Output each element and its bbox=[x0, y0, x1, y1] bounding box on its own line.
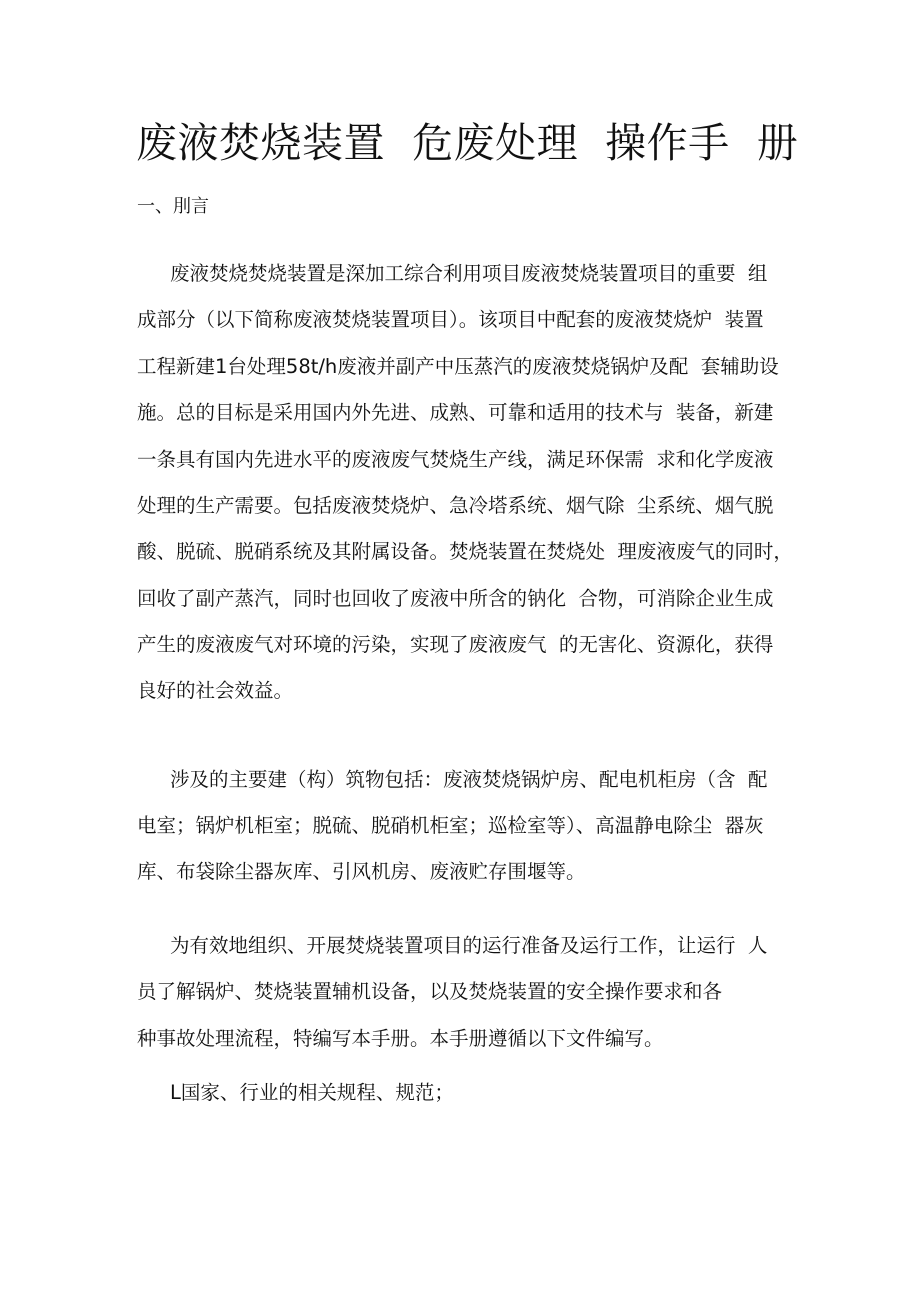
section-heading-preface: 一、刖言 bbox=[137, 196, 209, 217]
paragraph-line: 产生的废液废气对环境的污染，实现了废液废气 的无害化、资源化，获得 bbox=[137, 633, 774, 656]
paragraph-line: 为有效地组织、开展焚烧装置项目的运行准备及运行工作，让运行 人 bbox=[170, 934, 768, 957]
paragraph-line: 工程新建1台处理58t/h废液并副产中压蒸汽的废液焚烧锅炉及配 套辅助设 bbox=[137, 355, 779, 378]
paragraph-line: 酸、脱硫、脱硝系统及其附属设备。焚烧装置在焚烧处 理废液废气的同时， bbox=[137, 540, 793, 563]
paragraph-line: 涉及的主要建（构）筑物包括：废液焚烧锅炉房、配电机柜房（含 配 bbox=[170, 768, 768, 791]
paragraph-line: 施。总的目标是采用国内外先进、成熟、可靠和适用的技术与 装备，新建 bbox=[137, 401, 774, 424]
paragraph-line: 库、布袋除尘器灰库、引风机房、废液贮存围堰等。 bbox=[137, 860, 586, 883]
paragraph-line: 处理的生产需要。包括废液焚烧炉、急冷塔系统、烟气除 尘系统、烟气脱 bbox=[137, 494, 774, 517]
paragraph-line: 一条具有国内先进水平的废液废气焚烧生产线，满足环保需 求和化学废液 bbox=[137, 448, 774, 471]
paragraph-line: 员了解锅炉、焚烧装置辅机设备，以及焚烧装置的安全操作要求和各 bbox=[137, 980, 723, 1003]
paragraph-line: 电室；锅炉机柜室；脱硫、脱硝机柜室；巡检室等）、高温静电除尘 器灰 bbox=[137, 814, 764, 837]
paragraph-line: 种事故处理流程，特编写本手册。本手册遵循以下文件编写。 bbox=[137, 1027, 664, 1050]
paragraph-line: 废液焚烧焚烧装置是深加工综合利用项目废液焚烧装置项目的重要 组 bbox=[170, 262, 768, 285]
paragraph-line: 成部分（以下简称废液焚烧装置项目）。该项目中配套的废液焚烧炉 装置 bbox=[137, 308, 764, 331]
paragraph-line: 回收了副产蒸汽，同时也回收了废液中所含的钠化 合物，可消除企业生成 bbox=[137, 587, 774, 610]
page-title: 废液焚烧装置 危废处理 操作手 册 bbox=[136, 119, 799, 167]
paragraph-line: 良好的社会效益。 bbox=[137, 679, 294, 702]
list-item: L国家、行业的相关规程、规范； bbox=[170, 1081, 454, 1104]
